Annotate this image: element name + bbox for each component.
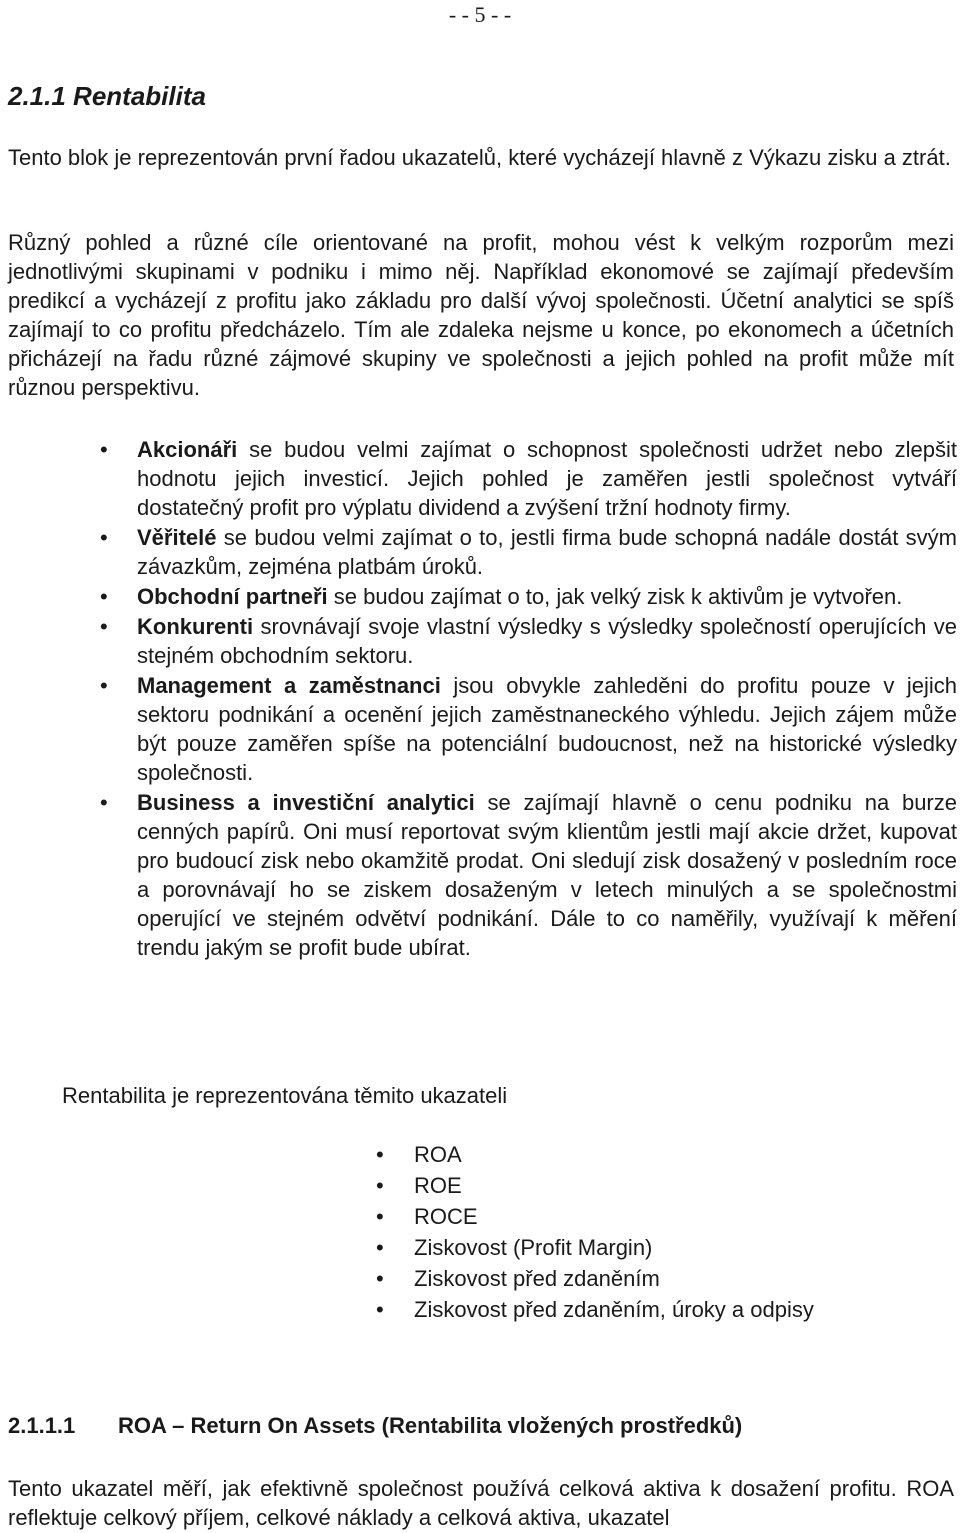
bullet-icon: • (100, 584, 108, 609)
group-text: srovnávají svoje vlastní výsledky s výsledky společností operujících ve stejném obchodním sektoru. (137, 614, 957, 668)
bullet-icon: • (376, 1235, 384, 1260)
bullet-icon: • (100, 673, 108, 698)
list-item-partners (0, 582, 957, 611)
section-heading: 2.1.1 Rentabilita (8, 81, 206, 111)
profit-perspectives-paragraph: Různý pohled a různé cíle orientované na profit, mohou vést k velkým rozporům mezi jednotlivými skupinami v podniku i mimo něj. Například ekonomové se zajímají především predikcí a vycházejí z profitu jako základu pro další vývoj společnosti. Účetní analytici se spíš zajímají to co profitu předcházelo. Tím ale zdaleka nejsme u konce, po ekonomech a účetních přicházejí na řadu různé zájmové skupiny ve společnosti a jejich pohled na profit může mít různou perspektivu. (8, 230, 954, 400)
bullet-icon: • (376, 1173, 384, 1198)
subsection-heading (8, 1411, 742, 1440)
bullet-icon: • (376, 1266, 384, 1291)
subsection-number: 2.1.1.1 (8, 1413, 76, 1438)
roa-paragraph: Tento ukazatel měří, jak efektivně společnost používá celková aktiva k dosažení profitu. ROA reflektuje celkový příjem, celkové náklady a celková aktiva, ukazatel (8, 1476, 954, 1530)
indicator-item: • ROCE (0, 1201, 814, 1232)
group-text: se budou zajímat o to, jak velký zisk k aktivům je vytvořen. (327, 584, 903, 609)
bullet-icon: • (376, 1297, 384, 1322)
page-number: - - 5 - - (448, 2, 512, 27)
group-name: Management a zaměstnanci (137, 673, 441, 698)
indicator-item: • Ziskovost před zdaněním, úroky a odpisy (0, 1294, 814, 1325)
list-item-analysts (0, 788, 957, 962)
bullet-icon: • (376, 1142, 384, 1167)
bullet-icon: • (100, 437, 108, 462)
indicator-item: • ROE (0, 1170, 814, 1201)
group-name: Business a investiční analytici (137, 790, 475, 815)
indicator-item: • Ziskovost před zdaněním (0, 1263, 814, 1294)
intro-paragraph: Tento blok je reprezentován první řadou ukazatelů, které vycházejí hlavně z Výkazu zisku a ztrát. (8, 145, 951, 170)
list-item-shareholders (0, 435, 957, 522)
group-name: Věřitelé (137, 525, 217, 550)
indicators-intro: Rentabilita je reprezentována těmito ukazateli (62, 1083, 508, 1108)
list-item-competitors (0, 612, 957, 670)
group-text: jsou obvykle zahleděni do profitu pouze v jejich sektoru podnikání a ocenění jejich zaměstnaneckého výhledu. Jejich zájem může být pouze zaměřen spíše na potenciální budoucnost, než na historické výsledky společnosti. (137, 673, 957, 785)
bullet-icon: • (100, 525, 108, 550)
group-text: se budou velmi zajímat o to, jestli firma bude schopná nadále dostát svým závazkům, zejména platbám úroků. (137, 525, 957, 579)
subsection-title: ROA – Return On Assets (Rentabilita vložených prostředků) (118, 1413, 743, 1438)
group-text: se zajímají hlavně o cenu podniku na burze cenných papírů. Oni musí reportovat svým klientům jestli mají akcie držet, kupovat pro budoucí zisk nebo okamžitě prodat. Oni sledují zisk dosažený v posledním roce a porovnávají ho se ziskem dosaženým v letech minulých a se společnostmi operující ve stejném odvětví podnikání. Dále to co naměřily, využívají k měření trendu jakým se profit bude ubírat. (137, 790, 957, 960)
bullet-icon: • (376, 1204, 384, 1229)
group-text: se budou velmi zajímat o schopnost společnosti udržet nebo zlepšit hodnotu jejich investicí. Jejich pohled je zaměřen jestli společnost vytváří dostatečný profit pro výplatu dividend a zvýšení tržní hodnoty firmy. (137, 437, 957, 520)
list-item-management (0, 671, 957, 787)
group-name: Obchodní partneři (137, 584, 328, 609)
group-name: Akcionáři (137, 437, 238, 462)
indicators-list (0, 1139, 814, 1325)
bullet-icon: • (100, 790, 108, 815)
indicator-item: • Ziskovost (Profit Margin) (0, 1232, 814, 1263)
group-name: Konkurenti (137, 614, 254, 639)
indicator-item: • ROA (0, 1139, 814, 1170)
bullet-icon: • (100, 614, 108, 639)
interest-groups-list (0, 435, 960, 963)
list-item-creditors (0, 523, 957, 581)
